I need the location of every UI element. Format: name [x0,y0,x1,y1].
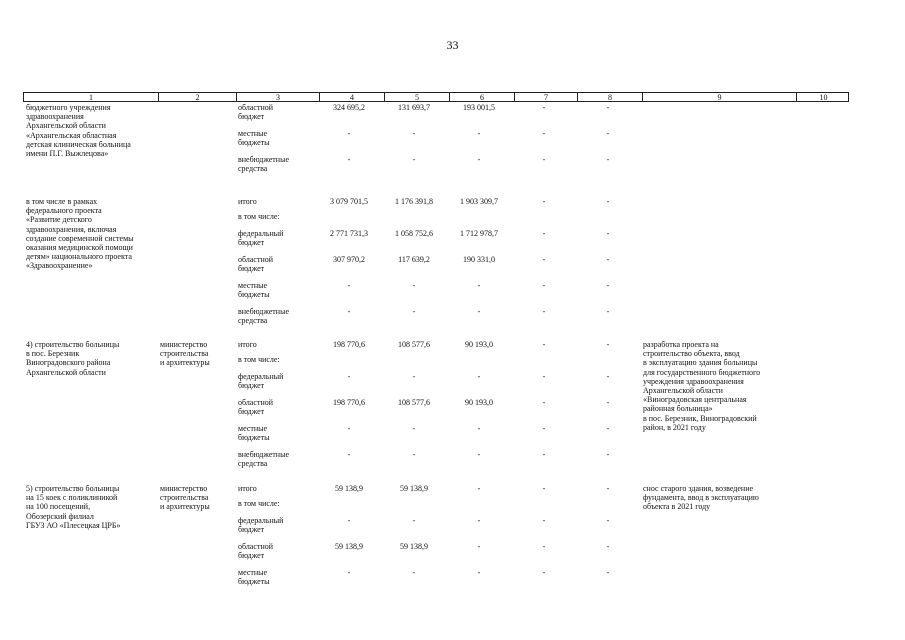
value-cell-col-5: 1 058 752,6 [395,229,433,238]
value-cell-col-7: - [542,372,546,381]
value-cell-col-5: - [412,450,416,459]
value-cell-col-8: - [606,372,610,381]
table-column-header [23,92,849,102]
value-cell-col-4: - [347,281,351,290]
value-cell-col-8: - [606,103,610,112]
column-header-4: 4 [319,93,384,101]
value-cell-col-4: 59 138,9 [335,484,363,493]
value-cell-col-5: - [412,281,416,290]
value-cell-col-7: - [542,281,546,290]
value-cell-col-7: - [542,129,546,138]
column-header-3: 3 [236,93,319,101]
funding-source-label: итого [238,340,257,349]
event-name-cell: бюджетного учреждения здравоохранения Архангельской области «Архангельская областная детская клиническая больница имени П.Г. Выжлецова» [26,103,131,159]
result-cell: разработка проекта на строительство объекта, ввод в эксплуатацию здания больницы для государственного бюджетного учреждения здравоохранения Архангельской области «Виноградовская центральная районная больница» в пос. Березник, Виноградовский район, в 2021 году [643,340,761,432]
value-cell-col-6: 90 193,0 [465,340,493,349]
value-cell-col-8: - [606,398,610,407]
value-cell-col-6: 1 712 978,7 [460,229,498,238]
value-cell-col-5: 131 693,7 [398,103,430,112]
value-cell-col-6: 90 193,0 [465,398,493,407]
value-cell-col-7: - [542,484,546,493]
funding-source-label: федеральный бюджет [238,372,284,391]
event-name-cell: 4) строительство больницы в пос. Березник Виноградовского района Архангельской области [26,340,120,377]
value-cell-col-7: - [542,516,546,525]
value-cell-col-6: - [477,155,481,164]
value-cell-col-7: - [542,155,546,164]
value-cell-col-5: - [412,568,416,577]
funding-source-label: областной бюджет [238,103,274,122]
value-cell-col-8: - [606,307,610,316]
value-cell-col-7: - [542,255,546,264]
value-cell-col-6: - [477,484,481,493]
value-cell-col-8: - [606,197,610,206]
executor-cell: министерство строительства и архитектуры [160,484,210,512]
value-cell-col-5: 59 138,9 [400,542,428,551]
column-header-2: 2 [158,93,236,101]
value-cell-col-8: - [606,484,610,493]
column-header-1: 1 [89,93,93,102]
value-cell-col-4: - [347,568,351,577]
value-cell-col-7: - [542,229,546,238]
value-cell-col-7: - [542,307,546,316]
value-cell-col-6: - [477,129,481,138]
value-cell-col-5: - [412,516,416,525]
value-cell-col-5: 59 138,9 [400,484,428,493]
funding-source-label: федеральный бюджет [238,516,284,535]
value-cell-col-4: 59 138,9 [335,542,363,551]
value-cell-col-5: 117 639,2 [398,255,430,264]
value-cell-col-8: - [606,281,610,290]
value-cell-col-6: - [477,516,481,525]
value-cell-col-8: - [606,568,610,577]
value-cell-col-5: - [412,155,416,164]
value-cell-col-4: - [347,450,351,459]
value-cell-col-6: - [477,542,481,551]
value-cell-col-7: - [542,450,546,459]
value-cell-col-4: - [347,155,351,164]
funding-source-label: внебюджетные средства [238,450,289,469]
value-cell-col-6: - [477,450,481,459]
value-cell-col-7: - [542,103,546,112]
funding-source-label: в том числе: [238,355,280,364]
value-cell-col-6: 1 903 309,7 [460,197,498,206]
column-header-7: 7 [514,93,577,101]
value-cell-col-8: - [606,450,610,459]
column-header-8: 8 [577,93,642,101]
funding-source-label: областной бюджет [238,255,274,274]
value-cell-col-7: - [542,542,546,551]
value-cell-col-8: - [606,424,610,433]
column-header-10: 10 [796,93,850,101]
value-cell-col-5: 108 577,6 [398,340,430,349]
funding-source-label: федеральный бюджет [238,229,284,248]
page-number: 33 [446,38,459,52]
value-cell-col-5: - [412,307,416,316]
value-cell-col-6: - [477,372,481,381]
value-cell-col-6: - [477,568,481,577]
value-cell-col-7: - [542,568,546,577]
funding-source-label: внебюджетные средства [238,155,289,174]
executor-cell: министерство строительства и архитектуры [160,340,210,368]
value-cell-col-8: - [606,340,610,349]
funding-source-label: местные бюджеты [238,281,270,300]
funding-source-label: в том числе: [238,212,280,221]
funding-source-label: областной бюджет [238,542,274,561]
funding-source-label: областной бюджет [238,398,274,417]
value-cell-col-8: - [606,542,610,551]
column-header-6: 6 [449,93,514,101]
value-cell-col-6: - [477,307,481,316]
value-cell-col-8: - [606,229,610,238]
value-cell-col-4: 2 771 731,3 [330,229,368,238]
funding-source-label: в том числе: [238,499,280,508]
value-cell-col-4: 198 770,6 [333,398,365,407]
value-cell-col-7: - [542,424,546,433]
value-cell-col-5: - [412,424,416,433]
value-cell-col-4: - [347,516,351,525]
value-cell-col-7: - [542,398,546,407]
value-cell-col-8: - [606,516,610,525]
funding-source-label: местные бюджеты [238,568,270,587]
value-cell-col-5: - [412,372,416,381]
value-cell-col-6: - [477,281,481,290]
result-cell: снос старого здания, возведение фундамента, ввод в эксплуатацию объекта в 2021 году [643,484,759,512]
value-cell-col-4: 198 770,6 [333,340,365,349]
funding-source-label: местные бюджеты [238,129,270,148]
value-cell-col-4: 307 970,2 [333,255,365,264]
column-header-5: 5 [384,93,449,101]
value-cell-col-4: - [347,424,351,433]
value-cell-col-4: - [347,307,351,316]
event-name-cell: 5) строительство больницы на 15 коек с поликлиникой на 100 посещений, Обозерский филиал ГБУЗ АО «Плесецкая ЦРБ» [26,484,121,530]
value-cell-col-4: - [347,129,351,138]
value-cell-col-5: - [412,129,416,138]
value-cell-col-5: 108 577,6 [398,398,430,407]
value-cell-col-4: 3 079 701,5 [330,197,368,206]
value-cell-col-4: 324 695,2 [333,103,365,112]
column-header-9: 9 [642,93,796,101]
value-cell-col-8: - [606,155,610,164]
value-cell-col-6: 193 001,5 [463,103,495,112]
funding-source-label: местные бюджеты [238,424,270,443]
value-cell-col-8: - [606,129,610,138]
value-cell-col-8: - [606,255,610,264]
funding-source-label: внебюджетные средства [238,307,289,326]
value-cell-col-5: 1 176 391,8 [395,197,433,206]
value-cell-col-7: - [542,197,546,206]
event-name-cell: в том числе в рамках федерального проекта «Развитие детского здравоохранения, включая создание современной системы оказания медицинской помощи детям» национального проекта «Здравоохранение» [26,197,134,271]
funding-source-label: итого [238,197,257,206]
value-cell-col-7: - [542,340,546,349]
value-cell-col-6: - [477,424,481,433]
funding-source-label: итого [238,484,257,493]
value-cell-col-6: 190 331,0 [463,255,495,264]
value-cell-col-4: - [347,372,351,381]
